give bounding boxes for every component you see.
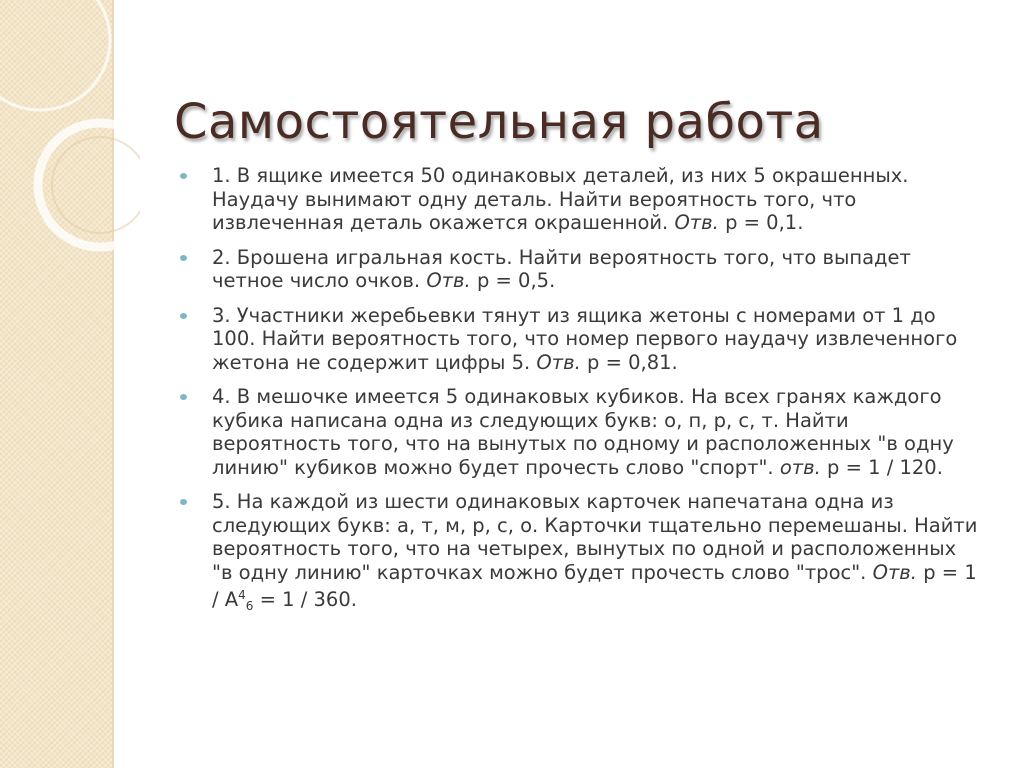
answer-subscript: 6 bbox=[245, 599, 254, 613]
task-item-1 bbox=[180, 164, 980, 235]
task-text: 1. В ящике имеется 50 одинаковых деталей, из них 5 окрашенных. Наудачу вынимают одну деталь. Найти вероятность того, что извлеченная деталь окажется окрашенной. bbox=[212, 164, 909, 234]
task-text: 3. Участники жеребьевки тянут из ящика жетоны с номерами от 1 до 100. Найти вероятность того, что номер первого наудачу извлеченного жетона не содержит цифры 5. bbox=[212, 303, 958, 374]
answer-value: р = 0,81. bbox=[587, 350, 678, 374]
task-item-4 bbox=[180, 385, 980, 479]
task-text: 5. На каждой из шести одинаковых карточек напечатана одна из следующих букв: а, т, м, р, с, о. Карточки тщательно перемешаны. Найти вероятность того, что на четырех, вынутых по одной и расположенных "в одну линию" карточках можно будет прочесть слово "трос". bbox=[212, 490, 978, 584]
answer-label: Отв. bbox=[872, 560, 917, 584]
answer-label: Отв. bbox=[674, 211, 719, 234]
answer-superscript: 4 bbox=[238, 588, 246, 602]
task-text: 4. В мешочке имеется 5 одинаковых кубиков. На всех гранях каждого кубика написана одна из следующих букв: о, п, р, с, т. Найти вероятность того, что на вынутых по одному и расположенных "в одну линию" кубиков можно будет прочесть слово "спорт". bbox=[212, 385, 954, 479]
task-item-3 bbox=[180, 304, 980, 375]
task-text: 2. Брошена игральная кость. Найти вероятность того, что выпадет четное число очков. bbox=[212, 245, 911, 292]
task-item-5 bbox=[180, 490, 980, 619]
page-title: Самостоятельная работа bbox=[174, 94, 824, 151]
answer-label: Отв. bbox=[426, 269, 471, 292]
task-item-2 bbox=[180, 246, 980, 293]
bullet-icon bbox=[180, 313, 187, 319]
bullet-icon bbox=[180, 255, 187, 261]
answer-value: р = 0,5. bbox=[476, 269, 556, 292]
bullet-icon bbox=[180, 173, 187, 179]
decorative-rings bbox=[0, 0, 140, 300]
answer-label: Отв. bbox=[536, 350, 581, 374]
answer-label: отв. bbox=[779, 455, 821, 479]
bullet-icon bbox=[180, 394, 187, 400]
answer-suffix: = 1 / 360. bbox=[253, 588, 357, 611]
task-list bbox=[180, 164, 980, 619]
answer-value: р = 1 / 120. bbox=[827, 455, 943, 479]
answer-prefix: р = 1 / А bbox=[212, 560, 977, 611]
answer-value: р = 0,1. bbox=[725, 211, 804, 234]
bullet-icon bbox=[180, 499, 187, 505]
